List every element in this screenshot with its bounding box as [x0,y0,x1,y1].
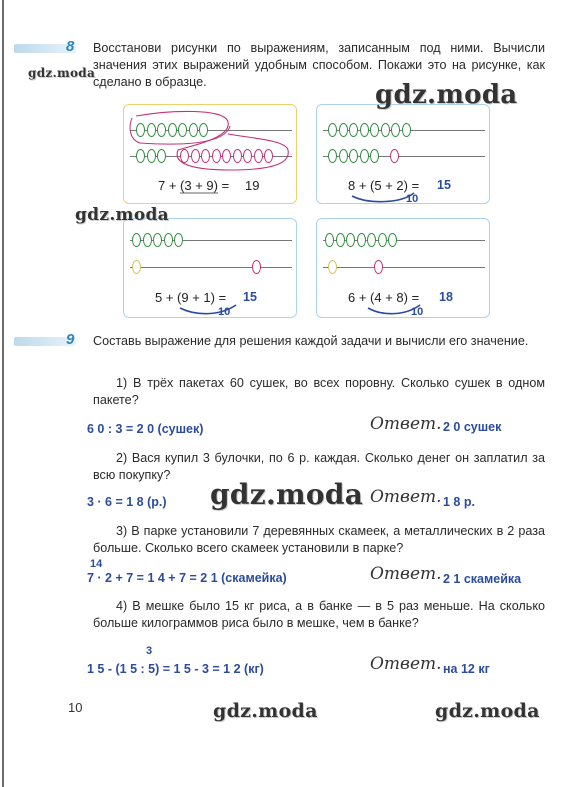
watermark: gdz.moda [210,478,364,511]
handwritten-sum: 10 [406,193,419,205]
bead [325,233,334,247]
solution: 3 · 6 = 1 8 (р.) [87,495,167,509]
bead [174,233,183,247]
bead [168,123,177,137]
bead [201,149,210,163]
bead [339,149,348,163]
bead [132,233,141,247]
answer: 1 8 р. [443,495,475,509]
bead [390,149,399,163]
bead [402,123,411,137]
bead [180,149,189,163]
answer: 2 1 скамейка [443,572,522,586]
expression: 5 + (9 + 1) = [155,290,227,305]
bead [136,149,145,163]
bead [328,260,337,274]
bead-line [323,267,485,268]
solution: 7 · 2 + 7 = 1 4 + 7 = 2 1 (скамейка) [87,571,287,585]
bead [328,149,337,163]
bead [136,123,145,137]
bead [349,149,358,163]
bead [233,149,242,163]
expression-value: 19 [245,178,260,193]
bead [153,233,162,247]
bead-line [130,267,292,268]
bead [360,123,369,137]
task-text: Восстанови рисунки по выражениям, записанным под ними. Вычисли значения этих выражений удобным способом. Покажи это на рисунке, как сделано в образце. [93,41,545,89]
bead [157,149,166,163]
bead [357,233,366,247]
answer-label: Ответ. [370,487,442,507]
bead [147,149,156,163]
bead [349,123,358,137]
problem-text: 1) В трёх пакетах 60 сушек, во всех поровну. Сколько сушек в одном пакете? [93,376,545,407]
handwritten-sum: 10 [411,306,424,318]
answer-label: Ответ. [370,564,442,584]
bead [164,233,173,247]
bead [339,123,348,137]
bead [264,149,273,163]
bead [254,149,263,163]
bead [222,149,231,163]
task-number: 9 [66,331,75,348]
expression: 7 + (3 + 9) = [158,178,230,193]
bead [189,123,198,137]
bead [370,123,379,137]
bead [243,149,252,163]
task-number: 8 [66,38,75,55]
bead [143,233,152,247]
handwritten-note: 3 [146,645,153,657]
bead [199,123,208,137]
bead [336,233,345,247]
watermark: gdz.moda [375,80,518,110]
bead [391,123,400,137]
expression: 8 + (5 + 2) = [348,178,420,193]
answer: 2 0 сушек [443,420,502,434]
task-text: Составь выражение для решения каждой задачи и вычисли его значение. [93,334,529,348]
bead [360,149,369,163]
answer-label: Ответ. [370,414,442,434]
problem-text: 4) В мешке было 15 кг риса, а в банке — в 5 раз меньше. На сколько больше килограммов риса было в мешке, чем в банке? [93,599,545,630]
watermark: gdz.moda [435,700,540,722]
expression: 6 + (4 + 8) = [348,290,420,305]
answer: на 12 кг [443,662,490,676]
bead [147,123,156,137]
answer-label: Ответ. [370,654,442,674]
handwritten-value: 15 [243,290,257,304]
bead [381,123,390,137]
bead [178,123,187,137]
bead [388,233,397,247]
bead [378,233,387,247]
page-number: 10 [68,700,83,715]
bead [191,149,200,163]
problem-text: 2) Вася купил 3 булочки, по 6 р. каждая. Сколько денег он заплатил за всю покупку? [93,451,545,482]
page-edge [2,0,4,787]
bead [328,123,337,137]
bead [374,260,383,274]
bead [370,149,379,163]
watermark: gdz.moda [213,700,318,722]
bead [212,149,221,163]
handwritten-value: 18 [439,290,453,304]
bead [157,123,166,137]
watermark: gdz.moda [75,205,169,225]
problem-text: 3) В парке установили 7 деревянных скамеек, а металлических в 2 раза больше. Сколько всего скамеек установили в парке? [93,524,545,555]
bead [346,233,355,247]
solution: 6 0 : 3 = 2 0 (сушек) [87,422,204,436]
bead [252,260,261,274]
handwritten-note: 14 [90,558,103,570]
solution: 1 5 - (1 5 : 5) = 1 5 - 3 = 1 2 (кг) [87,662,264,676]
watermark: gdz.moda [28,66,96,80]
handwritten-sum: 10 [218,306,231,318]
handwritten-value: 15 [437,178,451,192]
bead [367,233,376,247]
bead [132,260,141,274]
